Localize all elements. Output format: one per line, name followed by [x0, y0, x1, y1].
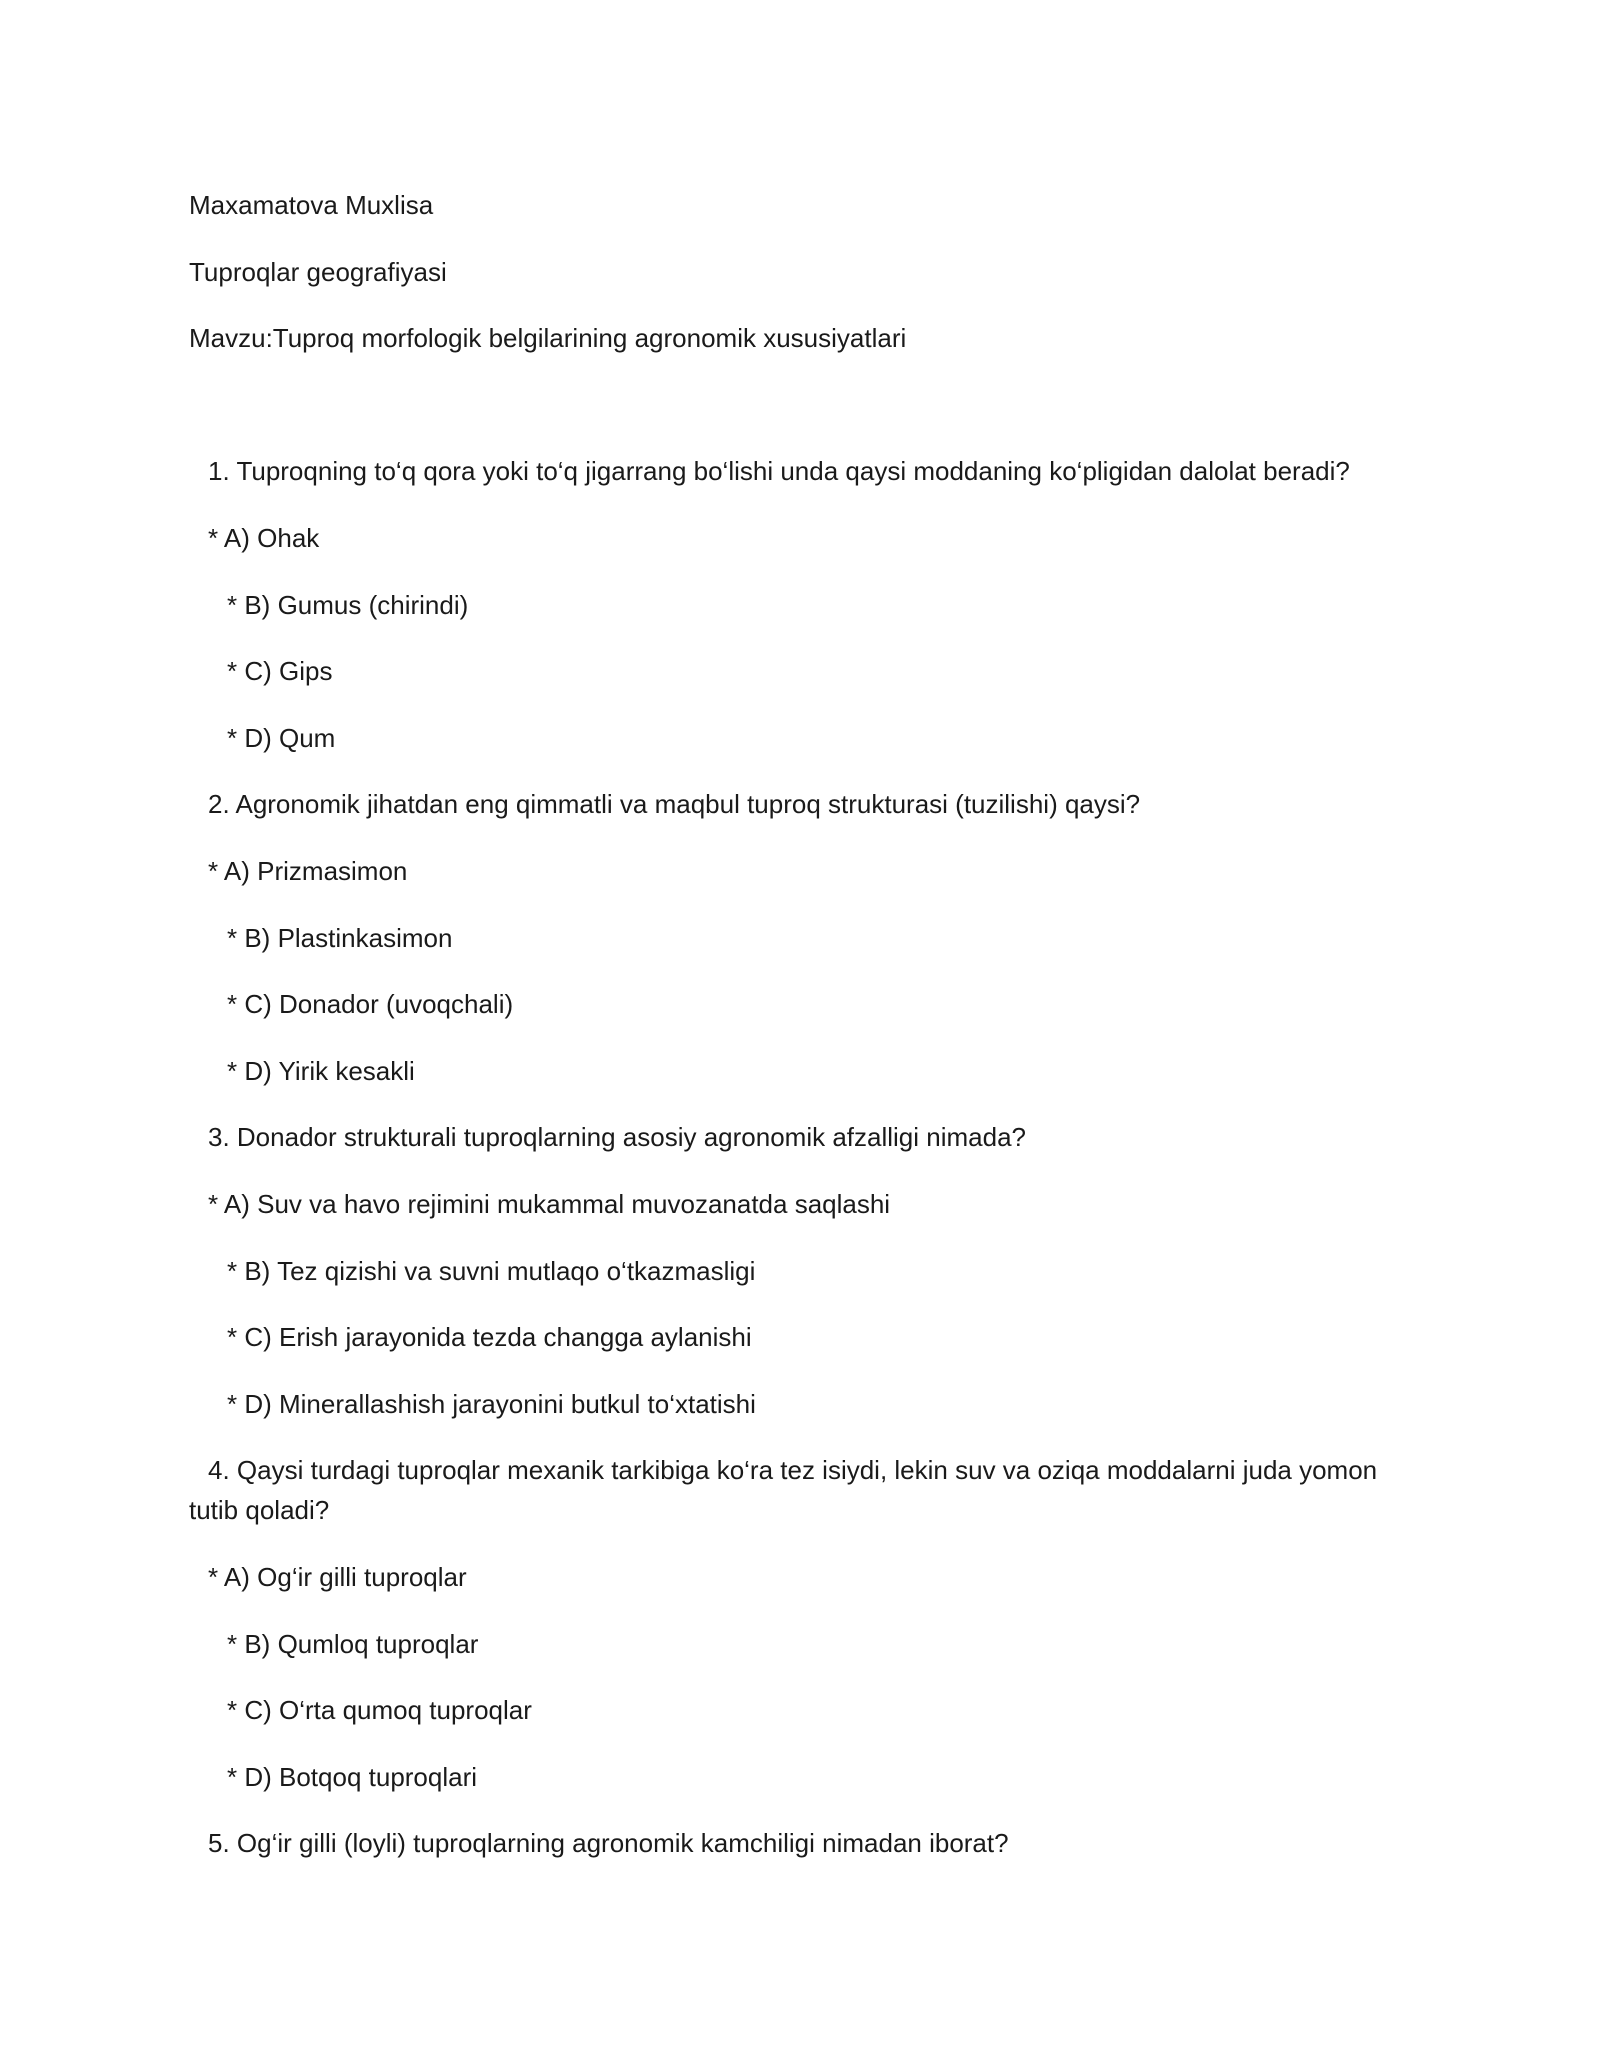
question-3-option-d: * D) Minerallashish jarayonini butkul to‘xtatishi [227, 1389, 756, 1419]
question-5: 5. Og‘ir gilli (loyli) tuproqlarning agronomik kamchiligi nimadan iborat? [208, 1828, 1009, 1858]
question-1-option-b: * B) Gumus (chirindi) [227, 590, 469, 620]
question-2-option-c: * C) Donador (uvoqchali) [227, 989, 514, 1019]
question-2-option-b: * B) Plastinkasimon [227, 923, 453, 953]
subject-title: Tuproqlar geografiyasi [189, 257, 447, 287]
question-2-option-d: * D) Yirik kesakli [227, 1056, 415, 1086]
question-2-option-a: * A) Prizmasimon [208, 856, 408, 886]
question-3-option-a: * A) Suv va havo rejimini mukammal muvozanatda saqlashi [208, 1189, 891, 1219]
question-2: 2. Agronomik jihatdan eng qimmatli va maqbul tuproq strukturasi (tuzilishi) qaysi? [208, 789, 1141, 819]
question-4-option-b: * B) Qumloq tuproqlar [227, 1629, 479, 1659]
question-3: 3. Donador strukturali tuproqlarning asosiy agronomik afzalligi nimada? [208, 1122, 1026, 1152]
question-1-option-d: * D) Qum [227, 723, 336, 753]
question-4-line-2: tutib qoladi? [189, 1495, 330, 1525]
question-1-option-c: * C) Gips [227, 656, 333, 686]
question-4-option-d: * D) Botqoq tuproqlari [227, 1762, 478, 1792]
question-1: 1. Tuproqning to‘q qora yoki to‘q jigarrang bo‘lishi unda qaysi moddaning ko‘pligidan dalolat beradi? [208, 456, 1350, 486]
author-name: Maxamatova Muxlisa [189, 190, 434, 220]
question-4-option-c: * C) O‘rta qumoq tuproqlar [227, 1695, 532, 1725]
question-3-option-c: * C) Erish jarayonida tezda changga aylanishi [227, 1322, 752, 1352]
topic-title: Mavzu:Tuproq morfologik belgilarining agronomik xususiyatlari [189, 323, 907, 353]
question-4-line-1: 4. Qaysi turdagi tuproqlar mexanik tarkibiga ko‘ra tez isiydi, lekin suv va oziqa moddalarni juda yomon [208, 1455, 1378, 1485]
question-4-option-a: * A) Og‘ir gilli tuproqlar [208, 1562, 467, 1592]
question-3-option-b: * B) Tez qizishi va suvni mutlaqo o‘tkazmasligi [227, 1256, 756, 1286]
question-1-option-a: * A) Ohak [208, 523, 320, 553]
